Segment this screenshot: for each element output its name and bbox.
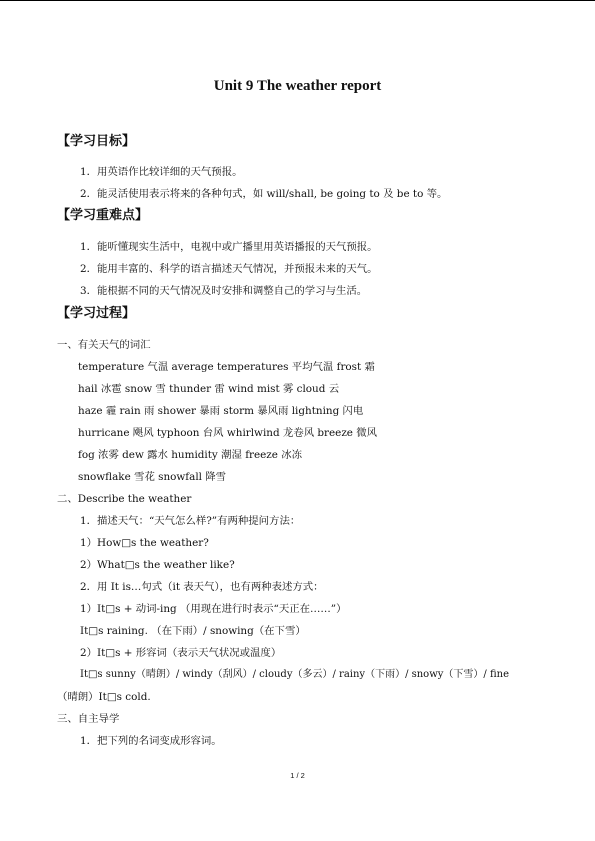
process-heading: 【学习过程】 (57, 306, 136, 321)
describe-line-7: 2）It□s + 形容词（表示天气状况或温度） (80, 647, 282, 659)
page-title: Unit 9 The weather report (213, 78, 382, 94)
page-number: 1 / 2 (290, 771, 305, 780)
keypoint-item-1: 1．能听懂现实生活中，电视中或广播里用英语播报的天气预报。 (80, 241, 378, 253)
describe-line-3: 2）What□s the weather like? (80, 559, 235, 571)
keypoint-item-2: 2．能用丰富的、科学的语言描述天气情况，并预报未来的天气。 (80, 263, 378, 275)
page-top-border (0, 0, 595, 1)
section3-title: 三、自主导学 (57, 713, 120, 725)
describe-line-9: （晴朗）It□s cold. (57, 691, 151, 703)
vocab-line-4: hurricane 飓风 typhoon 台风 whirlwind 龙卷风 breeze 微风 (78, 427, 378, 439)
keypoints-heading: 【学习重难点】 (57, 208, 149, 223)
vocab-line-3: haze 霾 rain 雨 shower 暴雨 storm 暴风雨 lightning 闪电 (78, 405, 364, 417)
describe-line-5: 1）It□s + 动词-ing （用现在进行时表示“天正在……”） (80, 603, 347, 615)
describe-line-6: It□s raining. （在下雨）/ snowing（在下雪） (80, 625, 306, 637)
describe-line-8: It□s sunny（晴朗）/ windy（刮风）/ cloudy（多云）/ rainy（下雨）/ snowy（下雪）/ fine (80, 669, 509, 680)
goal-item-2: 2．能灵活使用表示将来的各种句式，如 will/shall, be going to 及 be to 等。 (80, 188, 448, 200)
selfstudy-line-1: 1．把下列的名词变成形容词。 (80, 735, 222, 747)
keypoint-item-3: 3．能根据不同的天气情况及时安排和调整自己的学习与生活。 (80, 285, 368, 297)
section1-title: 一、有关天气的词汇 (57, 339, 151, 351)
goals-heading: 【学习目标】 (57, 134, 136, 149)
vocab-line-2: hail 冰雹 snow 雪 thunder 雷 wind mist 雾 cloud 云 (78, 383, 340, 395)
section2-title: 二、Describe the weather (57, 493, 192, 505)
vocab-line-6: snowflake 雪花 snowfall 降雪 (78, 471, 227, 483)
goal-item-1: 1．用英语作比较详细的天气预报。 (80, 166, 243, 178)
describe-line-2: 1）How□s the weather? (80, 537, 209, 549)
vocab-line-1: temperature 气温 average temperatures 平均气温 frost 霜 (78, 361, 375, 373)
describe-line-4: 2．用 It is…句式（it 表天气），也有两种表述方式： (80, 581, 324, 593)
describe-line-1: 1．描述天气：“天气怎么样?”有两种提问方法： (80, 515, 301, 527)
vocab-line-5: fog 浓雾 dew 露水 humidity 潮湿 freeze 冰冻 (78, 449, 303, 461)
